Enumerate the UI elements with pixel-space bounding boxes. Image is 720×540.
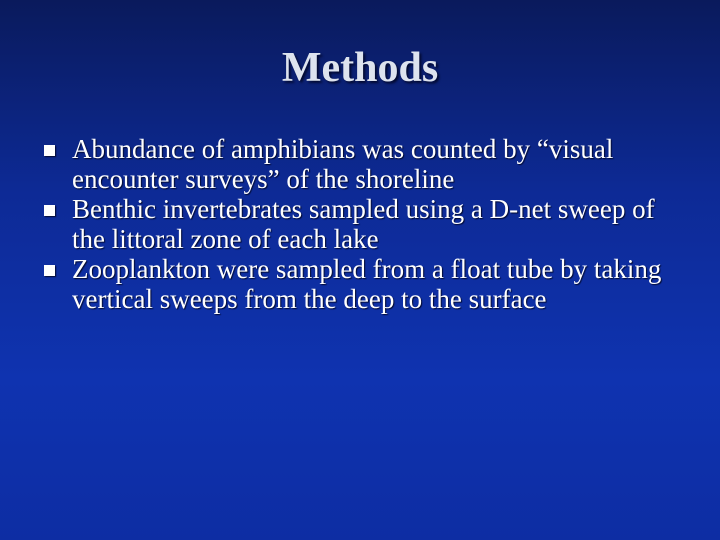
square-bullet-icon <box>44 205 55 216</box>
bullet-item <box>44 254 694 314</box>
square-bullet-icon <box>44 265 55 276</box>
bullet-text: Zooplankton were sampled from a float tube by taking vertical sweeps from the deep to the surface <box>72 254 662 314</box>
slide-title: Methods <box>281 45 439 91</box>
bullet-text: Benthic invertebrates sampled using a D-net sweep of the littoral zone of each lake <box>72 194 655 254</box>
bullet-item <box>44 134 694 194</box>
bullet-item <box>44 194 694 254</box>
bullet-text: Abundance of amphibians was counted by “visual encounter surveys” of the shoreline <box>72 134 614 194</box>
bullet-list <box>44 134 694 314</box>
square-bullet-icon <box>44 145 55 156</box>
